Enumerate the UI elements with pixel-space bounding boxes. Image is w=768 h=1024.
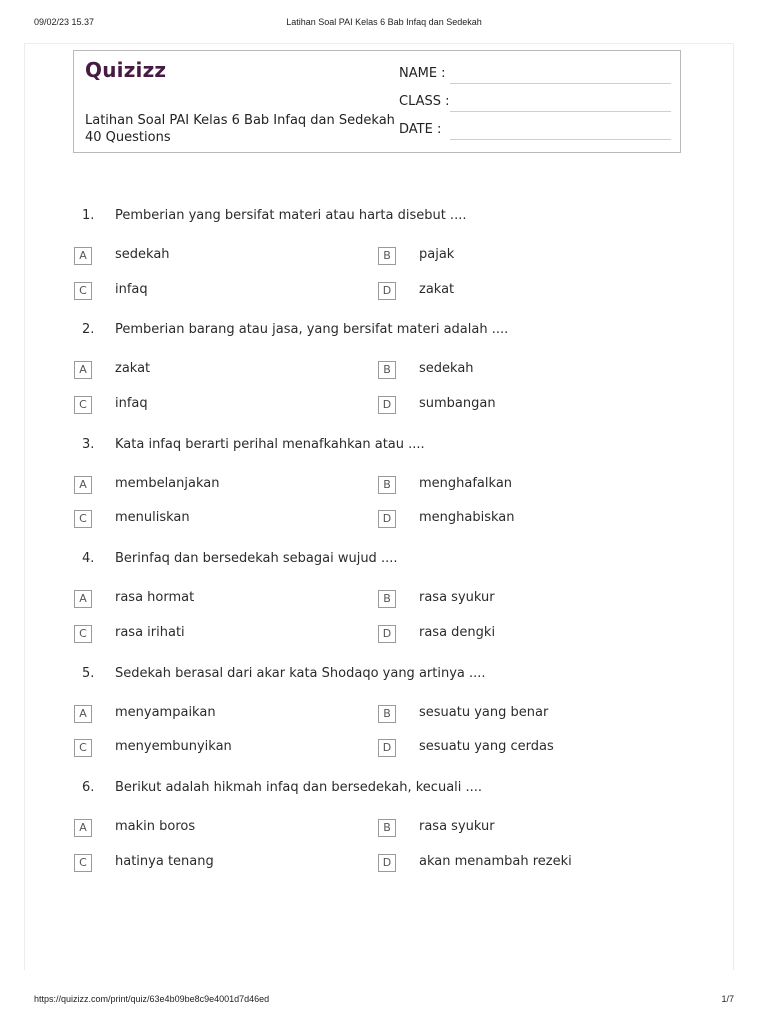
print-datetime: 09/02/23 15.37 [34,17,95,27]
option-letter-box[interactable]: D [378,625,396,643]
option-letter-box[interactable]: B [378,247,396,265]
option-text: sedekah [115,247,170,262]
quiz-header-box [73,50,681,153]
option-letter-box[interactable]: D [378,510,396,528]
option-text: hatinya tenang [115,853,214,869]
option-text: rasa irihati [115,624,185,640]
question-text: Berinfaq dan bersedekah sebagai wujud .... [115,551,398,567]
option-letter-box[interactable]: A [74,705,92,723]
print-footer [34,994,734,1008]
print-url: https://quizizz.com/print/quiz/63e4b09be8c9e4001d7d46ed [34,994,270,1004]
option-letter-box[interactable]: A [74,819,92,837]
class-label: CLASS : [399,94,450,109]
option-letter-box[interactable]: D [378,282,396,300]
question-text: Kata infaq berarti perihal menafkahkan atau .... [115,436,425,452]
option-text: rasa hormat [115,590,195,606]
name-label: NAME : [399,66,446,81]
option-text: sesuatu yang cerdas [419,739,554,755]
question-text: Pemberian yang bersifat materi atau harta disebut .... [115,208,467,223]
question-number: 4. [82,551,95,567]
name-field-line[interactable] [450,83,671,84]
question-number: 2. [82,322,95,338]
option-text: zakat [115,361,151,377]
option-letter-box[interactable]: B [378,590,396,608]
option-letter-box[interactable]: C [74,510,92,528]
option-letter-box[interactable]: C [74,739,92,757]
option-letter-box[interactable]: C [74,282,92,300]
option-text: rasa syukur [419,590,495,606]
option-text: menghafalkan [419,475,513,491]
question-count: 40 Questions [85,130,171,145]
question-text: Pemberian barang atau jasa, yang bersifat materi adalah .... [115,322,509,338]
print-title: Latihan Soal PAI Kelas 6 Bab Infaq dan Sedekah [286,17,482,27]
option-letter-box[interactable]: D [378,739,396,757]
quiz-title: Latihan Soal PAI Kelas 6 Bab Infaq dan Sedekah [85,113,395,128]
date-field-line[interactable] [450,139,671,140]
option-text: rasa dengki [419,624,496,640]
option-text: sumbangan [419,395,496,411]
date-label: DATE : [399,122,442,137]
option-letter-box[interactable]: B [378,476,396,494]
page-number: 1/7 [721,994,734,1004]
option-text: membelanjakan [115,475,220,491]
option-letter-box[interactable]: D [378,854,396,872]
option-text: rasa syukur [419,819,495,834]
option-text: sedekah [419,361,474,377]
print-header [34,17,734,31]
question-number: 3. [82,436,95,452]
option-letter-box[interactable]: D [378,396,396,414]
option-text: zakat [419,281,455,297]
option-letter-box[interactable]: B [378,705,396,723]
option-text: pajak [419,247,455,262]
option-letter-box[interactable]: B [378,361,396,379]
option-letter-box[interactable]: C [74,854,92,872]
class-field-line[interactable] [450,111,671,112]
option-text: menyembunyikan [115,739,232,755]
option-text: sesuatu yang benar [419,704,549,720]
option-letter-box[interactable]: A [74,476,92,494]
option-letter-box[interactable]: A [74,361,92,379]
option-text: akan menambah rezeki [419,853,572,869]
quizizz-logo: Quizizz [85,58,167,82]
option-text: menyampaikan [115,704,216,720]
option-letter-box[interactable]: A [74,590,92,608]
option-letter-box[interactable]: C [74,396,92,414]
question-number: 6. [82,780,95,795]
question-text: Sedekah berasal dari akar kata Shodaqo yang artinya .... [115,665,486,681]
option-text: makin boros [115,819,196,834]
option-text: infaq [115,281,148,297]
option-text: menghabiskan [419,510,515,526]
option-letter-box[interactable]: C [74,625,92,643]
option-letter-box[interactable]: B [378,819,396,837]
option-letter-box[interactable]: A [74,247,92,265]
question-number: 1. [82,208,95,223]
question-text: Berikut adalah hikmah infaq dan bersedekah, kecuali .... [115,780,483,795]
question-number: 5. [82,665,95,681]
option-text: menuliskan [115,510,190,526]
option-text: infaq [115,395,148,411]
